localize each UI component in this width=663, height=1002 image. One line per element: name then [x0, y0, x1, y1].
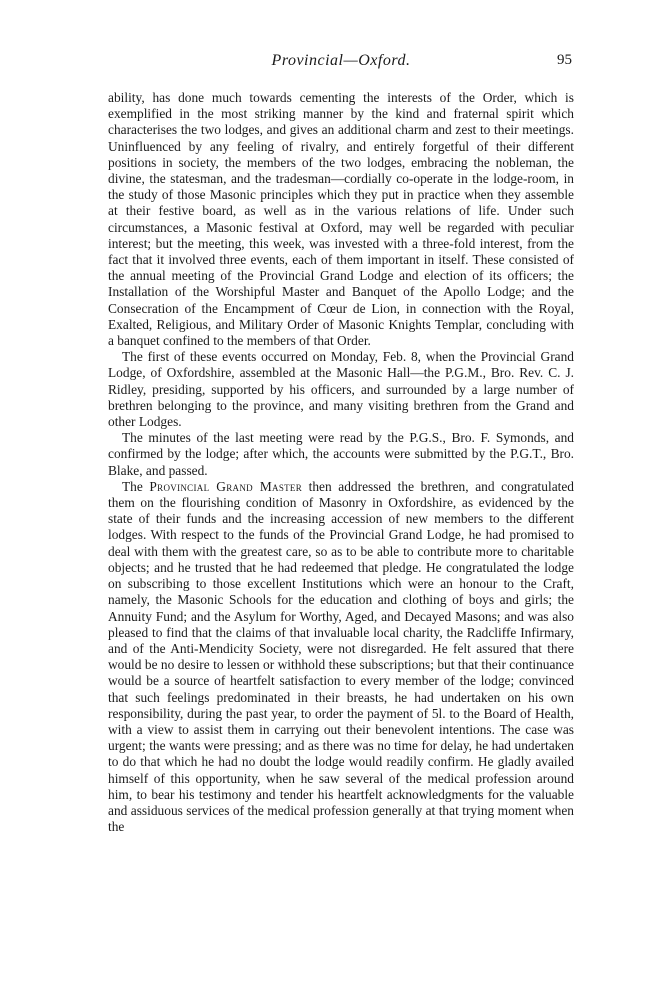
- body-text: [108, 90, 574, 835]
- paragraph-1-text: ability, has done much towards cementing the interests of the Order, which is exemplified in the most striking manner by the kind and fraternal spirit which characterises the two lodges, and gives an additional charm and zest to their meetings. Uninfluenced by any feeling of rivalry, and entirely forgetful of their different positions in society, the members of the two lodges, embracing the nobleman, the divine, the statesman, and the tradesman—cordially co-operate in the lodge-room, in the study of those Masonic principles which they put in practice when they assemble at their festive board, as well as in the various relations of life. Under such circumstances, a Masonic festival at Oxford, may well be regarded with peculiar interest; but the meeting, this week, was invested with a three-fold interest, from the fact that it involved three events, each of them important in itself. These consisted of the annual meeting of the Provincial Grand Lodge and election of its officers; the Installation of the Worshipful Master and Banquet of the Apollo Lodge; and the Consecration of the Encampment of Cœur de Lion, in connection with the Royal, Exalted, Religious, and Military Order of Masonic Knights Templar, concluding with a banquet confined to the members of that Order.: [108, 90, 574, 349]
- paragraph-1: [108, 90, 574, 349]
- paragraph-4-text: then addressed the brethren, and congratulated them on the flourishing condition of Masonry in Oxfordshire, as evidenced by the state of their funds and the increasing accession of new members to the different lodges. With respect to the funds of the Provincial Grand Lodge, he had promised to deal with them with the greatest care, so as to be able to contribute more to charitable objects; and he trusted that he had redeemed that pledge. He congratulated the lodge on subscribing to those excellent Institutions which were an honour to the Craft, namely, the Masonic Schools for the education and clothing of boys and girls; the Annuity Fund; and the Asylum for Worthy, Aged, and Decayed Masons; and was also pleased to find that the claims of that invaluable local charity, the Radcliffe Infirmary, and of the Anti-Mendicity Society, were not disregarded. He felt assured that there would be no desire to lessen or withhold these subscriptions; but that their continuance would be a source of heartfelt satisfaction to every member of the lodge; convinced that such feelings predominated in their breasts, he had undertaken on his own responsibility, during the past year, to order the payment of 5l. to the Board of Health, with a view to assist them in carrying out their benevolent intentions. The case was urgent; the wants were pressing; and as there was no time for delay, he had undertaken to do that which he had no doubt the lodge would readily confirm. He gladly availed himself of this opportunity, when he saw several of the medical profession around him, to bear his testimony and tender his heartfelt acknowledgments for the valuable and assiduous services of the medical profession generally at that trying moment when the: [108, 478, 574, 835]
- paragraph-2-text: The first of these events occurred on Monday, Feb. 8, when the Provincial Grand Lodge, of Oxfordshire, assembled at the Masonic Hall—the P.G.M., Bro. Rev. C. J. Ridley, presiding, supported by his officers, and surrounded by a large number of brethren belonging to the province, and many visiting brethren from the Grand and other Lodges.: [108, 349, 574, 430]
- paragraph-3-text: The minutes of the last meeting were read by the P.G.S., Bro. F. Symonds, and confirmed by the lodge; after which, the accounts were submitted by the P.G.T., Bro. Blake, and passed.: [108, 430, 574, 478]
- paragraph-4: [108, 479, 574, 835]
- running-head: [110, 52, 572, 76]
- paragraph-2: [108, 349, 574, 430]
- page-number: 95: [557, 52, 572, 68]
- paragraph-3: [108, 430, 574, 479]
- paragraph-4-lead: Provincial Grand Master: [149, 478, 303, 494]
- running-title: Provincial—Oxford.: [271, 52, 411, 69]
- paragraph-4-lead-prefix: The: [122, 478, 150, 494]
